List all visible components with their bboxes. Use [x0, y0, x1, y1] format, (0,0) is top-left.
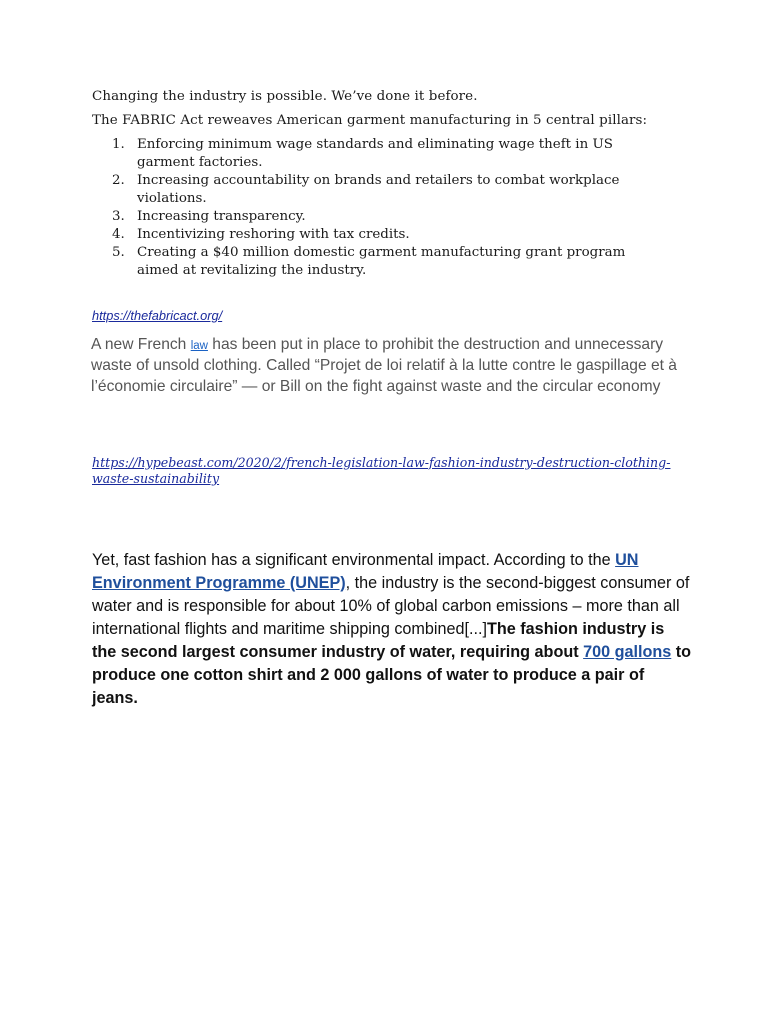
fast-fashion-paragraph: Yet, fast fashion has a significant environmental impact. According to the UN Environment Programme (UNEP), the industry is the second-biggest consumer of water and is responsible for about 10% of global carbon emissions – more than all international flights and maritime shipping combined[...]The fashion industry is the second largest consumer industry of water, requiring about 700 gallons to produce one cotton shirt and 2 000 gallons of water to produce a pair of jeans.: [92, 551, 692, 707]
fabric-act-link[interactable]: https://thefabricact.org/: [92, 308, 223, 323]
list-item: 2. Increasing accountability on brands and retailers to combat workplace violations.: [112, 173, 620, 206]
list-item: 3. Increasing transparency.: [112, 209, 306, 224]
unep-link[interactable]: UN Environment Programme (UNEP): [92, 551, 639, 592]
french-law-paragraph: A new French law has been put in place to prohibit the destruction and unnecessary waste of unsold clothing. Called “Projet de loi relatif à la lutte contre le gaspillage et à l’économie circulaire” — or Bill on the fight against waste and the circular economy: [91, 336, 677, 395]
hypebeast-link[interactable]: https://hypebeast.com/2020/2/french-legislation-law-fashion-industry-destruction-clothing-waste-sustainability: [92, 455, 671, 486]
list-item: 5. Creating a $40 million domestic garment manufacturing grant program aimed at revitalizing the industry.: [112, 245, 626, 278]
intro-line: Changing the industry is possible. We’ve done it before.: [92, 89, 478, 104]
gallons-link[interactable]: 700 gallons: [583, 643, 672, 661]
fabric-act-intro: The FABRIC Act reweaves American garment manufacturing in 5 central pillars:: [92, 113, 648, 128]
law-link[interactable]: law: [190, 340, 208, 352]
list-item: 4. Incentivizing reshoring with tax credits.: [112, 227, 410, 242]
list-item: 1. Enforcing minimum wage standards and eliminating wage theft in US garment factories.: [112, 137, 613, 170]
pillars-list: [92, 136, 652, 280]
